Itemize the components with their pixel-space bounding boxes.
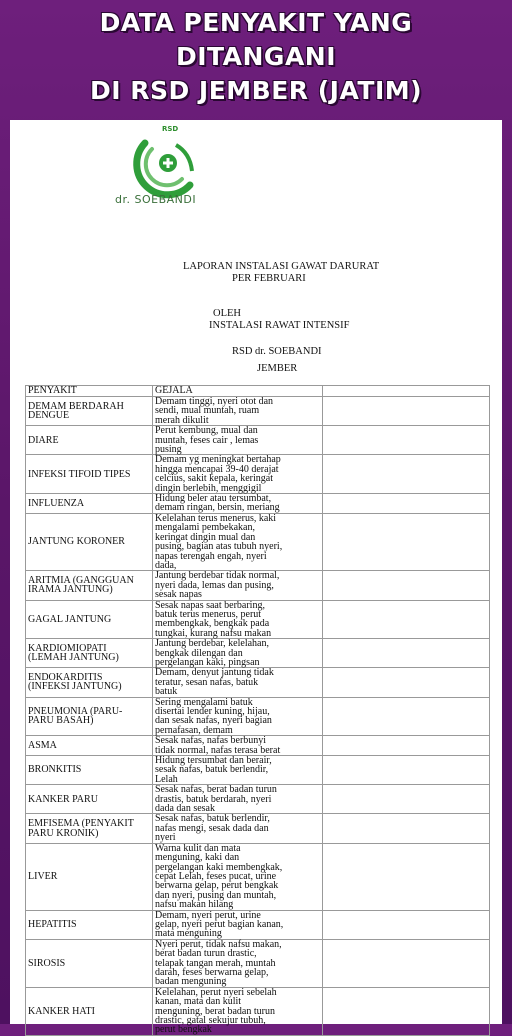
disease-name-line: ASMA <box>28 739 57 751</box>
symptom-line: membengkak, bengkak pada <box>155 618 270 630</box>
symptom-line: Demam, denyut jantung tidak <box>155 667 274 679</box>
symptom-line: pusing, bagian atas tubuh nyeri, <box>155 541 283 553</box>
disease-name-line: DEMAM BERDARAH <box>28 400 124 412</box>
symptom-line: Sesak nafas, nafas berbunyi <box>155 735 267 747</box>
symptom-line: dan nyeri, pusing dan muntah, <box>155 889 277 901</box>
symptoms-cell <box>153 814 323 843</box>
table-row <box>26 843 490 910</box>
symptom-line: Hidung tersumbat dan berair, <box>155 755 272 767</box>
disease-name-cell <box>26 843 153 910</box>
symptoms-cell <box>153 939 323 987</box>
disease-name-line: LIVER <box>28 870 58 882</box>
table-header-row <box>26 386 490 397</box>
symptom-line: muntah, feses cair , lemas <box>155 434 259 446</box>
empty-cell <box>323 397 490 426</box>
symptom-line: gelap, nyeri perut bagian kanan, <box>155 918 284 930</box>
report-unit: INSTALASI RAWAT INTENSIF <box>209 320 350 331</box>
empty-cell <box>323 814 490 843</box>
symptom-line: Demam, nyeri perut, urine <box>155 909 261 921</box>
symptom-line: napas terengah engah, nyeri <box>155 550 267 562</box>
disease-name-cell <box>26 571 153 600</box>
symptom-line: pernafasan, demam <box>155 724 233 736</box>
symptom-line: bengkak dilengan dan <box>155 647 243 659</box>
symptom-line: tungkai, kurang nafsu makan <box>155 627 272 639</box>
disease-name-line: IRAMA JANTUNG) <box>28 584 113 596</box>
disease-name-cell <box>26 756 153 785</box>
symptom-line: nafsu makan hilang <box>155 899 234 911</box>
logo-rsd-text: RSD <box>162 125 179 133</box>
disease-name-line: PNEUMONIA (PARU- <box>28 706 123 717</box>
disease-name-line: (INFEKSI JANTUNG) <box>28 681 122 693</box>
symptom-line: Nyeri perut, tidak nafsu makan, <box>155 938 282 950</box>
report-city: JEMBER <box>257 363 298 374</box>
table-row <box>26 814 490 843</box>
empty-cell <box>323 843 490 910</box>
symptoms-cell <box>153 513 323 570</box>
symptom-line: keringat dingin mual dan <box>155 531 256 543</box>
symptom-line: darah, feses berwarna gelap, <box>155 966 269 978</box>
disease-name-line: KANKER PARU <box>28 793 98 805</box>
disease-name-line: BRONKITIS <box>28 764 82 776</box>
empty-cell <box>323 455 490 494</box>
symptoms-cell <box>153 756 323 785</box>
symptoms-cell <box>153 910 323 939</box>
symptom-line: perut bengkak <box>155 1024 212 1036</box>
report-title-1: LAPORAN INSTALASI GAWAT DARURAT <box>183 261 380 272</box>
symptom-line: Jantung berdebar, kelelahan, <box>155 638 269 650</box>
symptoms-cell <box>153 785 323 814</box>
empty-cell <box>323 600 490 639</box>
banner-title <box>0 0 512 118</box>
symptom-line: dada, <box>155 559 177 571</box>
empty-cell <box>323 571 490 600</box>
symptom-line: disertai lender kuning, hijau, <box>155 706 270 717</box>
symptom-line: berwarna gelap, perut bengkak <box>155 880 279 892</box>
disease-name-line: GAGAL JANTUNG <box>28 613 112 625</box>
table-row <box>26 785 490 814</box>
disease-name-line: PARU KRONIK) <box>28 827 99 839</box>
symptom-line: Sesak nafas, berat badan turun <box>155 784 277 796</box>
table-row <box>26 939 490 987</box>
disease-name-line: DIARE <box>28 434 59 446</box>
empty-cell <box>323 785 490 814</box>
symptom-line: batuk <box>155 686 178 698</box>
disease-name-line: PARU BASAH) <box>28 715 94 727</box>
symptom-line: sendi, mual muntah, ruam <box>155 405 260 417</box>
symptoms-cell <box>153 455 323 494</box>
symptom-line: Perut kembung, mual dan <box>155 425 258 437</box>
symptom-line: dingin berlebih, menggigil <box>155 482 262 494</box>
empty-cell <box>323 426 490 455</box>
disease-name-cell <box>26 426 153 455</box>
symptoms-cell <box>153 639 323 668</box>
disease-name-line: INFEKSI TIFOID TIPES <box>28 468 131 480</box>
header-empty <box>323 386 490 397</box>
symptom-line: Sesak nafas, batuk berlendir, <box>155 813 270 825</box>
empty-cell <box>323 987 490 1035</box>
empty-cell <box>323 494 490 514</box>
banner-line-1: DATA PENYAKIT YANG <box>99 8 413 37</box>
report-hospital: RSD dr. SOEBANDI <box>232 346 322 357</box>
empty-cell <box>323 736 490 756</box>
table-row <box>26 668 490 697</box>
disease-name-cell <box>26 668 153 697</box>
disease-name-line: DENGUE <box>28 410 70 422</box>
disease-name-line: ARITMIA (GANGGUAN <box>28 575 134 587</box>
symptom-line: Demam yg meningkat bertahap <box>155 454 281 466</box>
header-disease: PENYAKIT <box>26 386 153 397</box>
disease-name-cell <box>26 785 153 814</box>
symptom-line: mata menguning <box>155 928 222 940</box>
empty-cell <box>323 939 490 987</box>
table-row <box>26 494 490 514</box>
symptom-line: Hidung beler atau tersumbat, <box>155 493 272 505</box>
symptom-line: pergelangan kaki, pingsan <box>155 656 260 668</box>
symptom-line: Warna kulit dan mata <box>155 842 241 854</box>
symptoms-cell <box>153 843 323 910</box>
report-title-2: PER FEBRUARI <box>232 273 306 284</box>
table-row <box>26 697 490 736</box>
symptom-line: Lelah <box>155 773 178 785</box>
symptom-line: Sering mengalami batuk <box>155 696 253 708</box>
empty-cell <box>323 910 490 939</box>
disease-name-line: SIROSIS <box>28 957 66 969</box>
logo-name-text: dr. SOEBANDI <box>115 193 197 206</box>
disease-name-cell <box>26 736 153 756</box>
symptom-line: Jantung berdebar tidak normal, <box>155 570 280 582</box>
banner-line-2: DITANGANI <box>175 42 337 71</box>
symptoms-cell <box>153 600 323 639</box>
disease-name-cell <box>26 910 153 939</box>
symptom-line: teratur, sesan nafas, batuk <box>155 676 259 688</box>
symptoms-cell <box>153 397 323 426</box>
table-body <box>26 397 490 1036</box>
table-row <box>26 736 490 756</box>
table-row <box>26 600 490 639</box>
symptoms-cell <box>153 697 323 736</box>
disease-name-line: KANKER HATI <box>28 1005 95 1017</box>
symptom-line: drastis, batuk berdarah, nyeri <box>155 793 272 805</box>
disease-name-cell <box>26 513 153 570</box>
symptom-line: badan menguning <box>155 976 227 988</box>
symptom-line: sesak napas <box>155 589 202 601</box>
symptom-line: cepat Lelah, feses pucat, urine <box>155 870 277 882</box>
disease-name-cell <box>26 600 153 639</box>
symptom-line: telapak tangan merah, muntah <box>155 957 276 969</box>
disease-name-line: KARDIOMIOPATI <box>28 642 107 654</box>
symptom-line: nafas mengi, sesak dada dan <box>155 822 269 834</box>
disease-name-line: JANTUNG KORONER <box>28 536 125 548</box>
report-by: OLEH <box>213 308 241 319</box>
empty-cell <box>323 697 490 736</box>
symptoms-cell <box>153 571 323 600</box>
table-row <box>26 756 490 785</box>
symptom-line: Demam tinggi, nyeri otot dan <box>155 396 274 407</box>
symptom-line: menguning, kaki dan <box>155 852 240 864</box>
disease-name-cell <box>26 397 153 426</box>
symptom-line: dada dan sesak <box>155 803 215 815</box>
symptom-line: Kelelahan terus menerus, kaki <box>155 512 277 524</box>
table-row <box>26 571 490 600</box>
disease-name-cell <box>26 814 153 843</box>
symptom-line: hingga mencapai 39-40 derajat <box>155 463 279 475</box>
table-row <box>26 426 490 455</box>
symptom-line: Sesak napas saat berbaring, <box>155 599 265 611</box>
symptom-line: tidak normal, nafas terasa berat <box>155 744 281 756</box>
symptom-line: Kelelahan, perut nyeri sebelah <box>155 986 277 998</box>
disease-name-line: HEPATITIS <box>28 918 77 930</box>
empty-cell <box>323 639 490 668</box>
table-row <box>26 397 490 426</box>
symptom-line: nyeri <box>155 832 176 844</box>
symptom-line: drastic, gatal sekujur tubuh, <box>155 1015 266 1026</box>
empty-cell <box>323 668 490 697</box>
table-row <box>26 987 490 1035</box>
symptoms-cell <box>153 736 323 756</box>
symptom-line: batuk terus menerus, perut <box>155 608 262 620</box>
symptom-line: pergelangan kaki membengkak, <box>155 861 283 873</box>
symptom-line: menguning, berat badan turun <box>155 1005 275 1017</box>
header-symptoms: GEJALA <box>153 386 323 397</box>
table-row <box>26 455 490 494</box>
symptom-line: mengalami pembekakan, <box>155 522 255 534</box>
symptom-line: demam ringan, bersin, meriang <box>155 502 280 514</box>
empty-cell <box>323 513 490 570</box>
disease-name-line: ENDOKARDITIS <box>28 672 103 684</box>
disease-name-line: INFLUENZA <box>28 497 85 509</box>
symptoms-cell <box>153 494 323 514</box>
empty-cell <box>323 756 490 785</box>
symptoms-cell <box>153 987 323 1035</box>
document-page <box>10 120 502 1036</box>
symptom-line: celcius, sakit kepala, keringat <box>155 473 274 485</box>
table-row <box>26 910 490 939</box>
symptom-line: pusing <box>155 444 182 456</box>
disease-name-cell <box>26 987 153 1035</box>
symptom-line: sesak nafas, batuk berlendir, <box>155 764 269 776</box>
banner-line-3: DI RSD JEMBER (JATIM) <box>89 76 423 105</box>
disease-name-cell <box>26 697 153 736</box>
symptoms-cell <box>153 668 323 697</box>
table-row <box>26 639 490 668</box>
disease-name-line: (LEMAH JANTUNG) <box>28 652 119 664</box>
symptom-line: merah dikulit <box>155 414 209 426</box>
disease-name-cell <box>26 939 153 987</box>
table-row <box>26 513 490 570</box>
symptom-line: nyeri dada, lemas dan pusing, <box>155 579 274 591</box>
symptoms-cell <box>153 426 323 455</box>
disease-name-line: EMFISEMA (PENYAKIT <box>28 818 134 830</box>
disease-table <box>25 385 490 1036</box>
symptom-line: dan sesak nafas, nyeri bagian <box>155 715 272 727</box>
symptom-line: kanan, mata dan kulit <box>155 996 242 1008</box>
disease-name-cell <box>26 639 153 668</box>
disease-name-cell <box>26 455 153 494</box>
symptom-line: berat badan turun drastic, <box>155 948 257 960</box>
disease-name-cell <box>26 494 153 514</box>
